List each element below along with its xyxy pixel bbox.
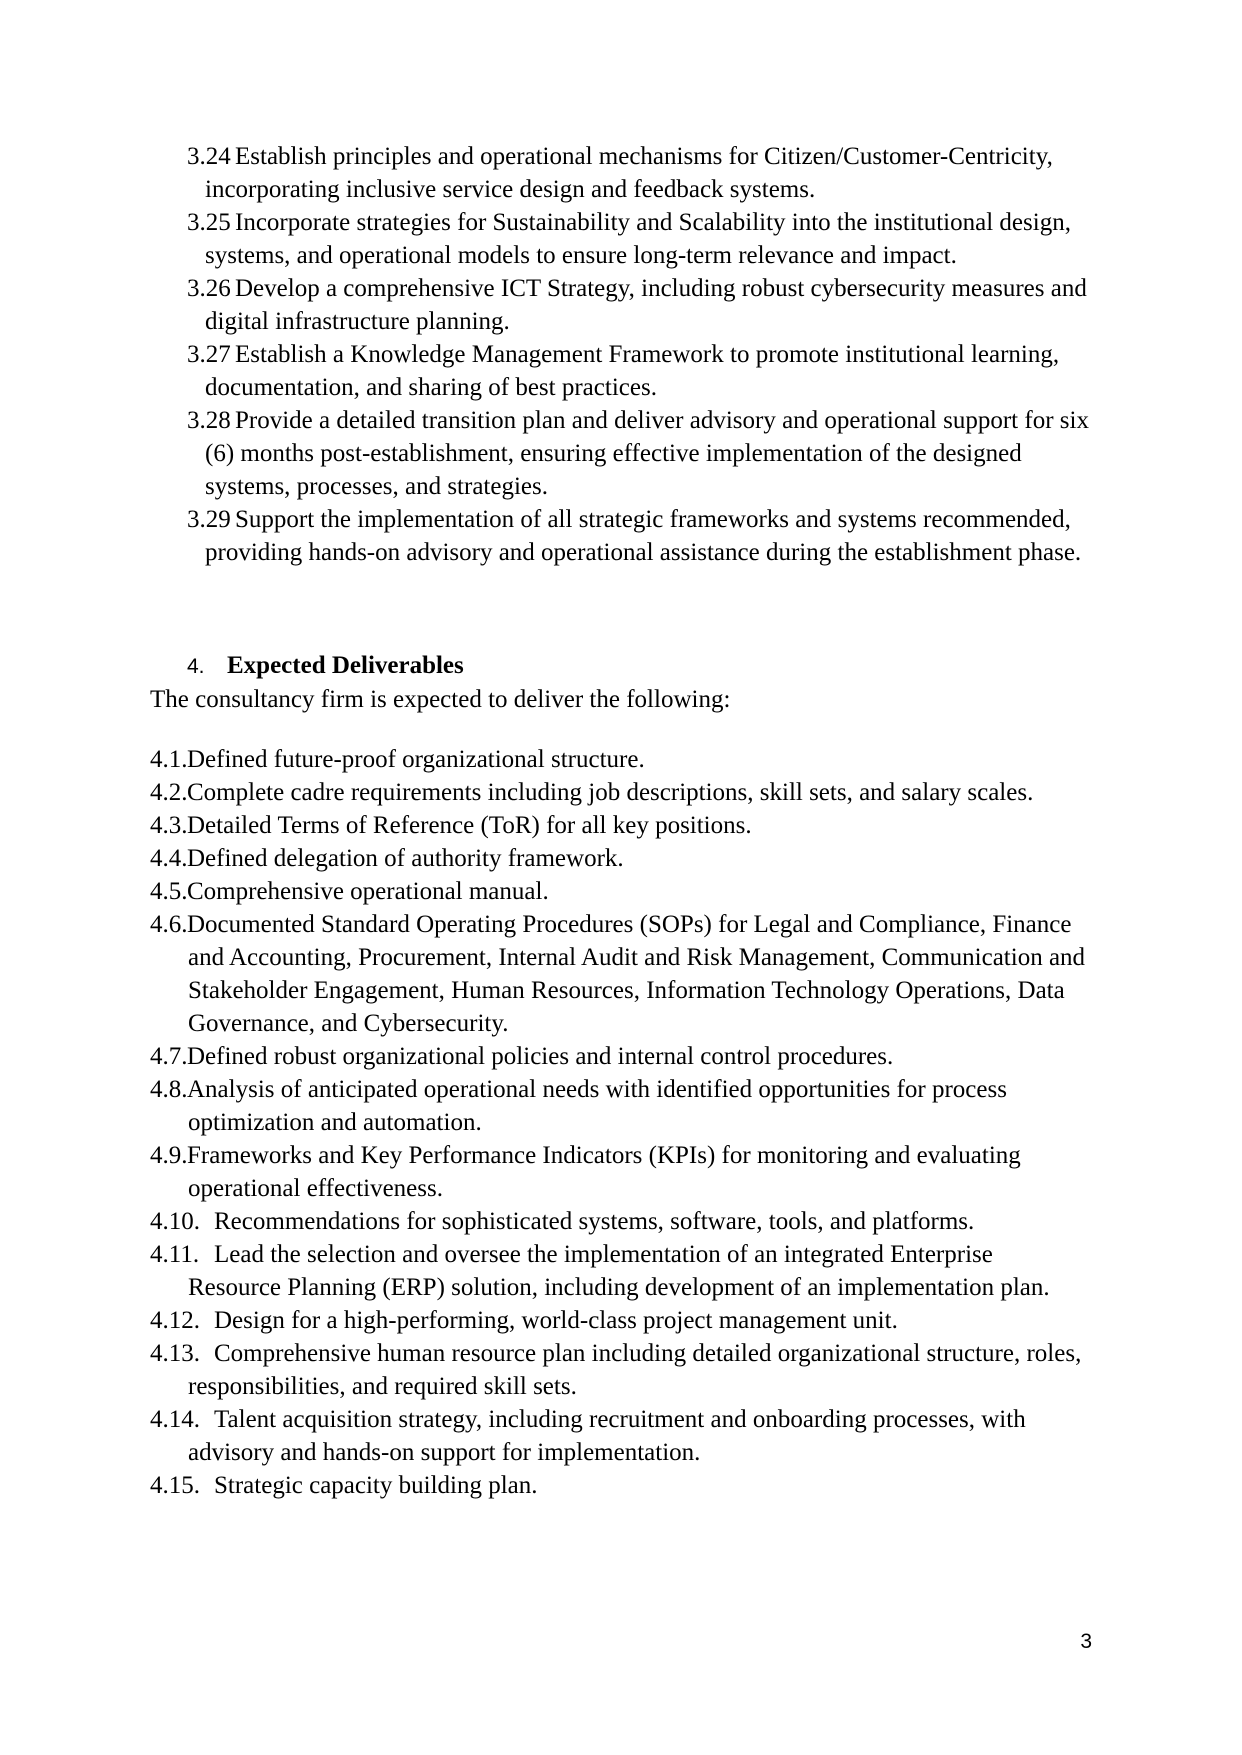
list-item xyxy=(150,1073,1092,1139)
list-item-number: 4.6. xyxy=(150,911,188,938)
list-item xyxy=(150,776,1092,809)
list-item-text: Talent acquisition strategy, including recruitment and onboarding processes, with advisory and hands-on support for implementation. xyxy=(188,1406,1026,1466)
list-item-number: 4.12. xyxy=(150,1307,200,1334)
list-item xyxy=(150,1469,1092,1502)
list-item xyxy=(150,503,1092,569)
list-item-text: Detailed Terms of Reference (ToR) for all key positions. xyxy=(187,812,752,839)
list-item xyxy=(150,842,1092,875)
list-item-number: 3.27 xyxy=(187,341,231,368)
list-item xyxy=(150,404,1092,503)
list-item-text: Strategic capacity building plan. xyxy=(214,1472,538,1499)
list-item-number: 4.14. xyxy=(150,1406,200,1433)
list-item xyxy=(150,1205,1092,1238)
list-item-text: Defined delegation of authority framework. xyxy=(187,845,624,872)
list-item xyxy=(150,1040,1092,1073)
list-item-text: Defined robust organizational policies and internal control procedures. xyxy=(187,1043,894,1070)
list-item-text: Provide a detailed transition plan and deliver advisory and operational support for six (6) months post-establishment, ensuring effective implementation of the designed systems, processes, and strategies. xyxy=(205,407,1089,500)
list-item-number: 4.13. xyxy=(150,1340,200,1367)
list-item-text: Establish principles and operational mechanisms for Citizen/Customer-Centricity, incorporating inclusive service design and feedback systems. xyxy=(205,143,1053,203)
list-item xyxy=(150,206,1092,272)
list-item-text: Defined future-proof organizational structure. xyxy=(187,746,645,773)
list-item-number: 4.9. xyxy=(150,1142,188,1169)
list-item-text: Develop a comprehensive ICT Strategy, including robust cybersecurity measures and digital infrastructure planning. xyxy=(205,275,1087,335)
section-heading-number: 4. xyxy=(187,655,205,678)
list-item-number: 4.1. xyxy=(150,746,188,773)
list-item-text: Recommendations for sophisticated systems, software, tools, and platforms. xyxy=(214,1208,975,1235)
list-item-number: 4.3. xyxy=(150,812,188,839)
page-number: 3 xyxy=(1080,1630,1092,1653)
list-item-number: 4.11. xyxy=(150,1241,200,1268)
list-item-number: 3.28 xyxy=(187,407,231,434)
list-item-number: 3.29 xyxy=(187,506,231,533)
list-item xyxy=(150,338,1092,404)
section-4-list xyxy=(150,743,1092,1502)
list-item-text: Support the implementation of all strategic frameworks and systems recommended, providing hands-on advisory and operational assistance during the establishment phase. xyxy=(205,506,1082,566)
list-item xyxy=(150,1139,1092,1205)
list-item-number: 3.24 xyxy=(187,143,231,170)
list-item xyxy=(150,1337,1092,1403)
list-item-number: 4.10. xyxy=(150,1208,200,1235)
list-item-number: 4.5. xyxy=(150,878,188,905)
list-item-number: 3.26 xyxy=(187,275,231,302)
section-3-list xyxy=(150,140,1092,569)
list-item-text: Incorporate strategies for Sustainability and Scalability into the institutional design, systems, and operational models to ensure long-term relevance and impact. xyxy=(205,209,1071,269)
list-item xyxy=(150,1238,1092,1304)
list-item xyxy=(150,809,1092,842)
list-item-number: 4.2. xyxy=(150,779,188,806)
list-item-number: 4.7. xyxy=(150,1043,188,1070)
list-item xyxy=(150,875,1092,908)
section-heading-title: Expected Deliverables xyxy=(227,652,464,679)
list-item-number: 4.4. xyxy=(150,845,188,872)
list-item xyxy=(150,140,1092,206)
list-item-text: Comprehensive operational manual. xyxy=(187,878,549,905)
list-item xyxy=(150,743,1092,776)
list-item-text: Frameworks and Key Performance Indicators (KPIs) for monitoring and evaluating operational effectiveness. xyxy=(187,1142,1021,1202)
list-item-number: 4.15. xyxy=(150,1472,200,1499)
section-intro: The consultancy firm is expected to deliver the following: xyxy=(150,686,731,713)
list-item-text: Establish a Knowledge Management Framework to promote institutional learning, documentation, and sharing of best practices. xyxy=(205,341,1060,401)
list-item xyxy=(150,272,1092,338)
list-item xyxy=(150,1304,1092,1337)
page-content xyxy=(150,140,1092,1502)
list-item-text: Complete cadre requirements including job descriptions, skill sets, and salary scales. xyxy=(187,779,1034,806)
list-item xyxy=(150,908,1092,1040)
list-item xyxy=(150,1403,1092,1469)
list-item-text: Lead the selection and oversee the implementation of an integrated Enterprise Resource Planning (ERP) solution, including development of an implementation plan. xyxy=(188,1241,1050,1301)
list-item-number: 3.25 xyxy=(187,209,231,236)
list-item-text: Design for a high-performing, world-class project management unit. xyxy=(214,1307,898,1334)
list-item-text: Analysis of anticipated operational needs with identified opportunities for process optimization and automation. xyxy=(187,1076,1007,1136)
section-heading xyxy=(150,649,1092,683)
list-item-text: Comprehensive human resource plan including detailed organizational structure, roles, responsibilities, and required skill sets. xyxy=(188,1340,1082,1400)
list-item-number: 4.8. xyxy=(150,1076,188,1103)
list-item-text: Documented Standard Operating Procedures (SOPs) for Legal and Compliance, Finance and Accounting, Procurement, Internal Audit and Risk Management, Communication and Stakeholder Engagement, Human Resources, Information Technology Operations, Data Governance, and Cybersecurity. xyxy=(187,911,1086,1037)
